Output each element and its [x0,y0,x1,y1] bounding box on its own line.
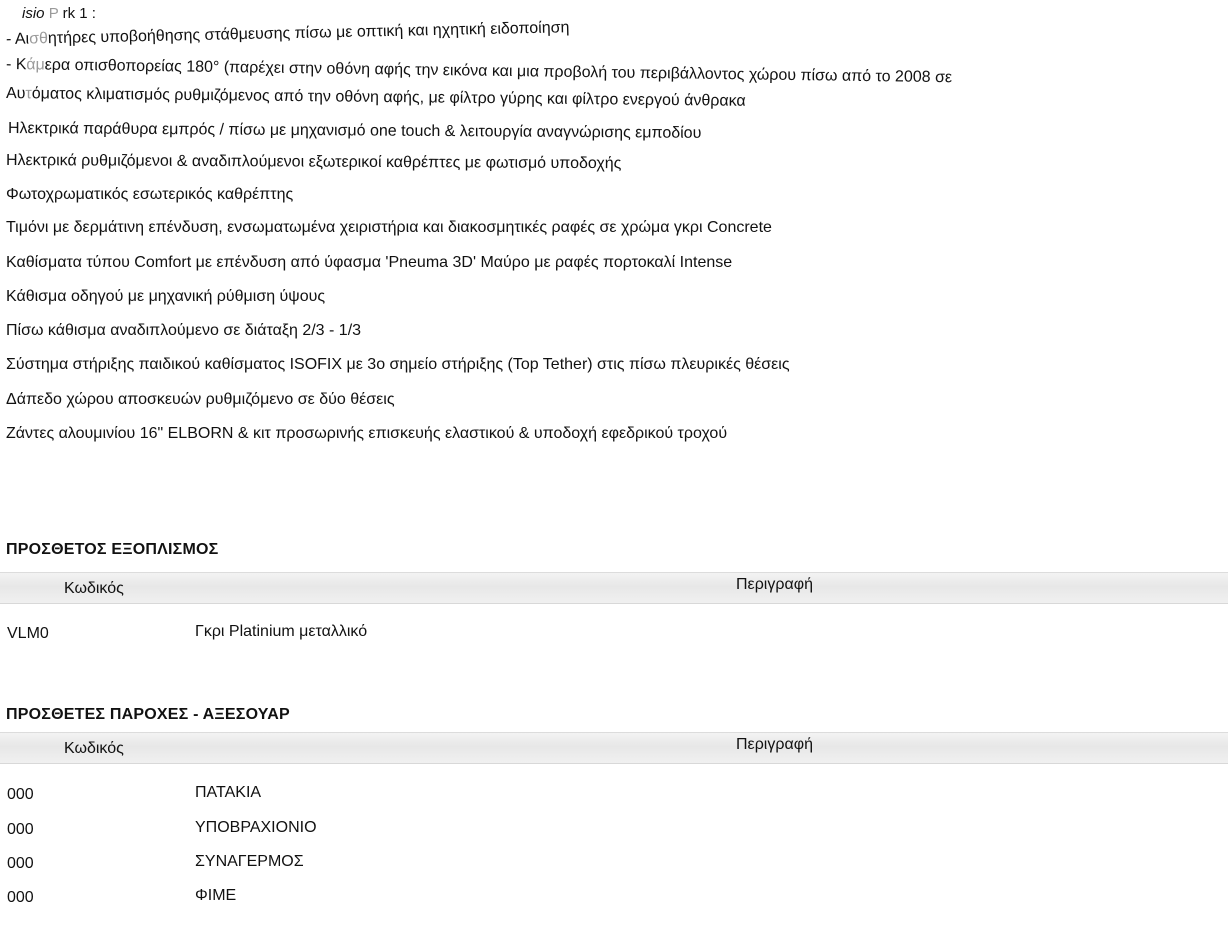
table-header [0,572,1228,604]
cell-code: 000 [7,889,34,906]
feature-text: ερα οπισθοπορείας 180° (παρέχει στην οθόνη αφής την εικόνα και μια προβολή του περιβάλλοντος χώρου πίσω από το 2008 σε [44,56,953,87]
feature-text: Πίσω κάθισμα αναδιπλούμενο σε διάταξη 2/3 - 1/3 [6,322,362,339]
feature-line [6,84,746,112]
cell-description: ΣΥΝΑΓΕΡΜΟΣ [195,853,304,870]
feature-faded: τ [25,85,32,103]
table-row [0,887,1228,911]
cell-description: ΠΑΤΑΚΙΑ [195,784,262,801]
feature-text: Ζάντες αλουμινίου 16" ELBORN & κιτ προσωρινής επισκευής ελαστικού & υποδοχή εφεδρικού τροχού [6,425,728,442]
feature-line [6,218,772,238]
feature-line [6,321,361,341]
feature-line [6,287,325,307]
cell-description: ΥΠΟΒΡΑΧΙΟΝΙΟ [195,819,317,836]
feature-line [8,119,701,144]
feature-line [6,424,727,444]
column-header-description: Περιγραφή [736,736,813,753]
section-title-accessories: ΠΡΟΣΘΕΤΕΣ ΠΑΡΟΧΕΣ - ΑΞΕΣΟΥΑΡ [6,706,290,723]
column-header-code: Κωδικός [64,580,124,597]
cell-code: 000 [7,786,34,803]
feature-text: Δάπεδο χώρου αποσκευών ρυθμιζόμενο σε δύο θέσεις [6,391,395,408]
feature-line [6,253,732,273]
column-header-code: Κωδικός [64,740,124,757]
table-row [0,623,1228,647]
table-header [0,732,1228,764]
cell-description: ΦΙΜΕ [195,887,237,904]
feature-line [6,151,622,174]
feature-text: Σύστημα στήριξης παιδικού καθίσματος ISOFIX με 3ο σημείο στήριξης (Top Tether) στις πίσω πλευρικές θέσεις [6,356,790,373]
table-row [0,819,1228,843]
feature-text: Ηλεκτρικά ρυθμιζόμενοι & αναδιπλούμενοι εξωτερικοί καθρέπτες με φωτισμό υποδοχής [5,152,622,173]
feature-line [6,390,395,410]
feature-text: Φωτοχρωματικός εσωτερικός καθρέπτης [6,186,294,203]
feature-text: Κάθισμα οδηγού με μηχανική ρύθμιση ύψους [6,288,326,305]
section-title-additional-equipment: ΠΡΟΣΘΕΤΟΣ ΕΞΟΠΛΙΣΜΟΣ [6,541,219,558]
feature-text: Ηλεκτρικά παράθυρα εμπρός / πίσω με μηχανισμό one touch & λειτουργία αναγνώρισης εμποδίου [7,120,702,142]
feature-faded: άμ [26,56,45,74]
feature-faded: σθ [28,30,49,48]
cell-code: 000 [7,821,34,838]
feature-prefix: Αυ [5,85,26,103]
feature-line [6,185,293,205]
feature-prefix: - Κ [5,56,27,74]
feature-text: Τιμόνι με δερμάτινη επένδυση, ενσωματωμένα χειριστήρια και διακοσμητικές ραφές σε χρώμα γκρι Concrete [6,219,772,236]
feature-line [22,4,96,24]
cell-code: 000 [7,855,34,872]
feature-text: ητήρες υποβοήθησης στάθμευσης πίσω με οπτική και ηχητική ειδοποίηση [47,19,570,48]
feature-text: rk 1 : [62,5,96,22]
cell-description: Γκρι Platinium μεταλλικό [195,623,368,640]
feature-line [6,55,952,88]
table-row [0,784,1228,808]
feature-prefix: isio [22,5,49,22]
column-header-description: Περιγραφή [736,576,813,593]
feature-text: όματος κλιματισμός ρυθμιζόμενος από την οθόνη αφής, με φίλτρο γύρης και φίλτρο ενεργού άνθρακα [31,85,746,110]
feature-faded: P [48,5,63,22]
table-row [0,853,1228,877]
cell-code: VLM0 [7,625,49,642]
feature-line [6,355,790,375]
feature-text: Καθίσματα τύπου Comfort με επένδυση από ύφασμα 'Pneuma 3D' Μαύρο με ραφές πορτοκαλί Intense [6,254,733,271]
feature-prefix: - Αι [5,30,30,48]
